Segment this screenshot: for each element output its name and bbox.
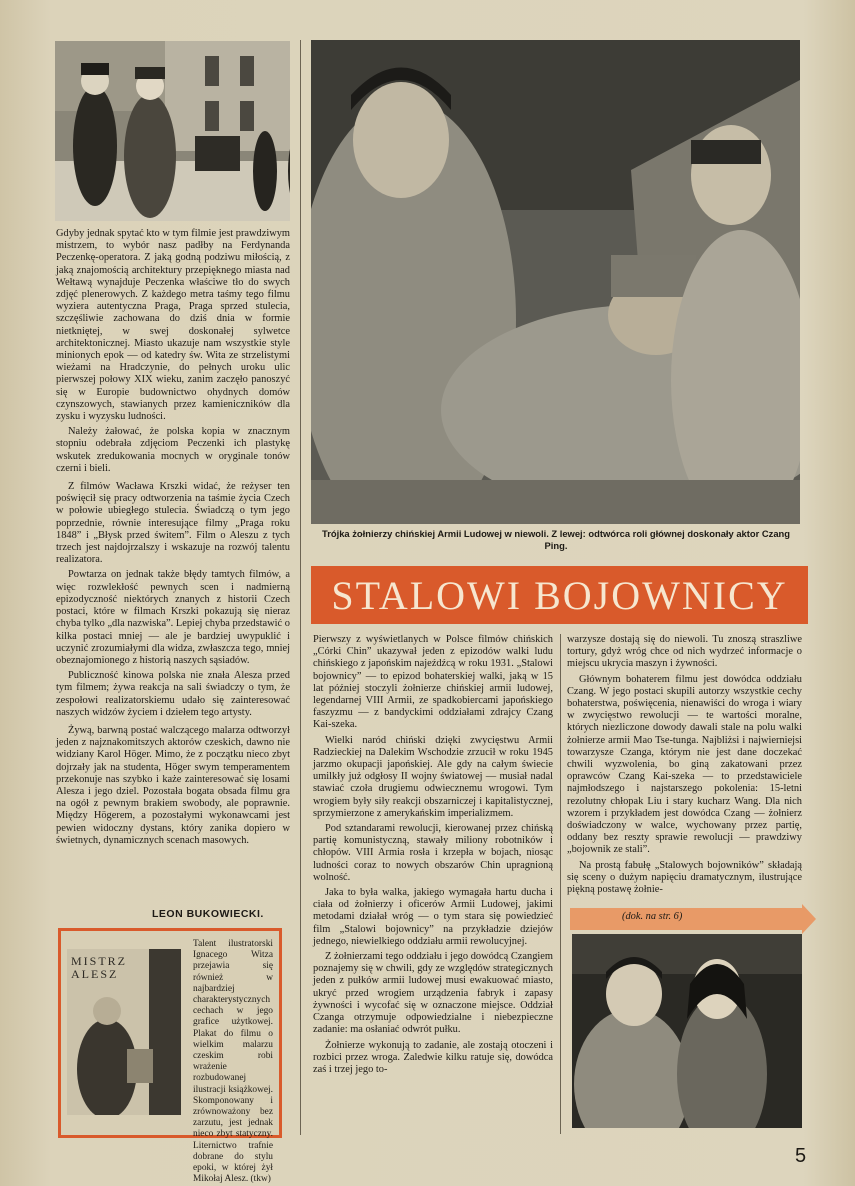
center-divider [560,634,561,1134]
left-paragraph-3: Z filmów Wacława Krszki widać, że reżyser ten poświęcił się pracy odtworzenia na taśmie życia Czech w połowie ubiegłego stulecia. Świadczą o tym jego poprzednie, równie interesujące filmy „Praga roku 1848” i „Błysk przed świtem”. Film o Aleszu z tych trzech jest najdojrzalszy i wskazuje na rozwój talentu realizatora. [56,481,290,566]
column-divider [300,40,301,1135]
poster-title: MISTRZ ALESZ [71,954,128,981]
soldiers-caption: Trójka żołnierzy chińskiej Armii Ludowej w niewoli. Z lewej: odtwórca roli głównej doskonały aktor Czang Ping. [322,528,790,551]
left-column [56,228,290,850]
left-paragraph-1: Gdyby jednak spytać kto w tym filmie jest prawdziwym mistrzem, to wybór nasz padłby na Ferdynanda Peczenkę-operatora. Z jaką godną podziwu miłością, z jaką znajomością architektury przepięknego miasta nad Wełtawą wynajduje Peczenka właściwe tło do swych zdjęć plenerowych. Z każdego metra taśmy tego filmu wyziera autentyczna Praga, Praga sprzed stulecia, szczęśliwie zachowana do dziś dnia w formie nietkniętej, w swej doskonałej sylwetce architektonicznej. Miasto ukazuje nam wszystkie style minionych epok — od katedry św. Wita ze strzelistymi wieżami na Hradczynie, do pełnych uroku ulic pierwszej połowy XIX wieku, zanim zaczęło panoszyć się w Europie budownictwo ohydnych domów czynszowych, stawianych przez kamieniczników dla zysku i wyzysku ludności. [56,228,290,423]
street-scene-illustration [55,41,290,221]
left-paragraph-2: Należy żałować, że polska kopia w znacznym stopniu odebrała zdjęciom Peczenki ich plastykę wskutek zredukowania mocnych w oryginale tonów czerni i bieli. [56,426,290,474]
page-number: 5 [795,1145,807,1167]
article-title: STALOWI BOJOWNICY [331,572,788,618]
author-signature: LEON BUKOWIECKI. [152,908,264,920]
soldiers-illustration [311,40,800,524]
center-paragraph-5: Z żołnierzami tego oddziału i jego dowódcą Czangiem poznajemy się w chwili, gdy ze względów strategicznych jeden z pułków armii ludowej musi ewakuować miasto, ukryć przed wrogiem urządzenia fabryk i zapasy żywności i wycofać się w oznaczone miejsce. Oddział Czanga otrzymuje odpowiedzialne i niebezpieczne zadanie: ma osłaniać odwrót pułku. [313,951,553,1036]
right-paragraph-3: Na prostą fabułę „Stalowych bojowników” składają się sceny o dużym napięciu dramatycznym, ilustrujące piękną postawę żołnie- [567,859,802,896]
continued-note: (dok. na str. 6) [622,911,683,922]
couple-illustration [572,934,802,1128]
photo-poster [67,949,181,1115]
photo-couple [572,934,802,1128]
center-paragraph-1: Pierwszy z wyświetlanych w Polsce filmów chińskich „Córki Chin” ukazywał jeden z epizodów walki ludu chińskiego z japońskim najeźdźcą w roku 1931. „Stalowi bojownicy” — to epizod bohaterskiej walki, jaką w 15 lat później stoczyli żołnierze chińskiej armii ludowej, legendarnej VIII Armii, ze spadkobiercami japońskiego faszyzmu — z bandyckimi oddziałami zdrajcy Czang Kai-szeka. [313,634,553,731]
center-column [313,634,553,1079]
center-paragraph-3: Pod sztandarami rewolucji, kierowanej przez chińską partię komunistyczną, stawały miliony robotników i chłopów. VIII Armia rosła i krzepła w bojach, niosąc ludności coraz to nowych obszarów Chin upragnioną wolność. [313,823,553,883]
center-paragraph-4: Jaka to była walka, jakiego wymagała hartu ducha i ciała od żołnierzy i oficerów Armii Ludowej, jakimi metodami działał wróg — o tym stara się powiedzieć film „Stalowi bojownicy” na przykładzie dziejów jednego, niewielkiego oddziału armii rewolucyjnej. [313,887,553,947]
title-banner [311,566,808,624]
right-column [567,634,802,899]
left-paragraph-4: Powtarza on jednak także błędy tamtych filmów, a więc rozwlekłość pewnych scen i nadmierną epizodyczność niektórych znanych z historii Czech postaci, które w filmach Krszki pokazują się nieraz chyba tylko „dla nazwiska”. Lepiej chyba przedstawić o kilka postaci mniej — ale je bardziej uwypuklić i uczynić zrozumiałymi dla widza, zwłaszcza tego, mniej obeznajomionego z historią naszych sąsiadów. [56,569,290,666]
poster-box [58,928,282,1185]
right-paragraph-1: warzysze dostają się do niewoli. Tu znoszą straszliwe tortury, gdyż wróg chce od nich wydrzeć informacje o miejscu ukrycia maszyn i żywności. [567,634,802,670]
poster-box-text: Talent ilustratorski Ignacego Witza przejawia się również w najbardziej charakterystycznych cechach w jego grafice użytkowej. Plakat do filmu o wielkim malarzu czeskim robi wrażenie rozbudowanej ilustracji książkowej. Skomponowany i zrównoważony bez zarzutu, jest jednak nieco zbyt statyczny. Liternictwo trafnie dobrane do stylu epoki, w której żył Mikołaj Alesz. (tkw) [193,939,273,1185]
right-paragraph-2: Głównym bohaterem filmu jest dowódca oddziału Czang. W jego postaci skupili autorzy wszystkie cechy bohaterstwa, poświęcenia, nienawiści do wroga i wiary w zwycięstwo rewolucji — te wartości moralne, których niezliczone dowody dawali stale na polu walki żołnierze armii Mao Tse-tunga. Najbliżsi i najwierniejsi towarzysze Czanga, którym nie jest dane doczekać chwili wyzwolenia, bo giną zakatowani przez oprawców Czang Kai-szeka — to przedstawiciele najmłodszego i najstarszego pokolenia: 15-letni rezolutny chłopak Liu i stary kucharz Wang. Dla nich wzorem i przykładem jest dowódca Czang — żołnierz doświadczony w walce, wychowany przez partię, oddany bez reszty sprawie rewolucji — prawdziwy „bojownik ze stali”. [567,673,802,856]
left-paragraph-5: Publiczność kinowa polska nie znała Alesza przed tym filmem; żywa reakcja na sali świadczy o tym, że zespołowi realizatorskiemu udało się zainteresować naszych widzów życiem i dziełem tego artysty. [56,670,290,718]
left-paragraph-6: Żywą, barwną postać walczącego malarza odtworzył jeden z najznakomitszych aktorów czeskich, dawno nie widziany Karol Höger. Mimo, że z początku nieco zbyt dojrzały jak na studenta, Höger swym temperamentem przekonuje nas szybko i każe zainteresować się losami Alesza i jego dziel. Pozostała bogata obsada filmu gra na ogół z pewnym brakiem swobody, ale poprawnie. Między Högerem, a pozostałymi wykonawcami jest pewien widoczny dystans, który zanika dopiero w świetnych, dynamicznych scenach masowych. [56,724,290,846]
photo-street-scene [55,41,290,221]
center-paragraph-2: Wielki naród chiński dzięki zwycięstwu Armii Radzieckiej na Dalekim Wschodzie zrzucił w roku 1945 jarzmo okupacji japońskiej. Ale gdy na całym świecie umilkły już odgłosy II wojny światowej — musiał nadal stawiać czoła drugiemu odwiecznemu wrogowi. Tym wrogiem były siły reakcji obszarniczej i kapitalistycznej, sprzymierzone z amerykańskim imperializmem. [313,734,553,819]
continued-arrow [570,908,802,930]
photo-soldiers [311,40,800,524]
center-paragraph-6: Żołnierze wykonują to zadanie, ale zostają otoczeni i rozbici przez wroga. Zaledwie kilku ratuje się, dowódca zaś i trzej jego to- [313,1039,553,1075]
